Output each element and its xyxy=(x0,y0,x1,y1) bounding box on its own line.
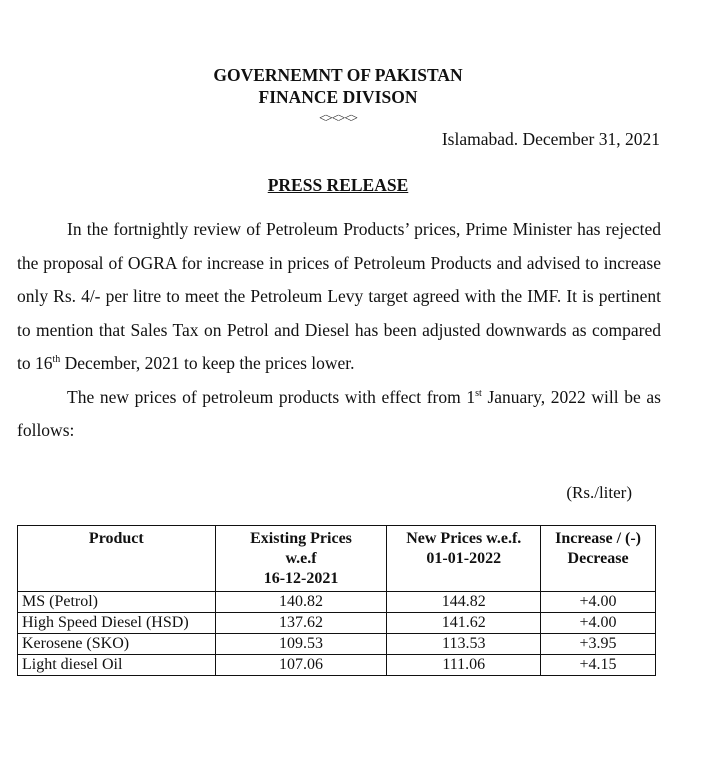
unit-label: (Rs./liter) xyxy=(566,483,632,502)
cell-change: +4.00 xyxy=(541,613,656,634)
price-table xyxy=(17,525,656,676)
paragraph-1-text-a: In the fortnightly review of Petroleum Products’ prices, Prime Minister has rejected the proposal of OGRA for increase in prices of Petroleum Products and advised to increase only Rs. 4/- per litre to meet the Petroleum Levy target agreed with the IMF. It is pertinent to mention that Sales Tax on Petrol and Diesel has been adjusted downwards as compared to 16 xyxy=(17,219,661,373)
dateline: Islamabad. December 31, 2021 xyxy=(441,129,660,149)
cell-product: High Speed Diesel (HSD) xyxy=(18,613,216,634)
cell-change: +4.00 xyxy=(541,592,656,613)
cell-change: +3.95 xyxy=(541,634,656,655)
cell-product: Kerosene (SKO) xyxy=(18,634,216,655)
cell-product: Light diesel Oil xyxy=(18,655,216,676)
letterhead-line-government: GOVERNEMNT OF PAKISTAN xyxy=(213,65,463,85)
cell-change: +4.15 xyxy=(541,655,656,676)
cell-new-price: 111.06 xyxy=(387,655,541,676)
body-text xyxy=(17,213,661,448)
table-row xyxy=(18,592,656,613)
header-existing-prices: Existing Prices w.e.f 16-12-2021 xyxy=(215,526,387,592)
paragraph-2 xyxy=(17,381,661,448)
ornament-divider: <><><> xyxy=(319,110,357,125)
header-new-prices: New Prices w.e.f. 01-01-2022 xyxy=(387,526,541,592)
table-row xyxy=(18,634,656,655)
cell-new-price: 144.82 xyxy=(387,592,541,613)
document-title: PRESS RELEASE xyxy=(267,175,409,195)
cell-existing-price: 109.53 xyxy=(215,634,387,655)
table-row xyxy=(18,613,656,634)
header-product: Product xyxy=(18,526,216,592)
cell-product: MS (Petrol) xyxy=(18,592,216,613)
header-change: Increase / (-) Decrease xyxy=(541,526,656,592)
cell-existing-price: 107.06 xyxy=(215,655,387,676)
letterhead xyxy=(0,64,676,108)
paragraph-2-text-a: The new prices of petroleum products with effect from 1 xyxy=(67,386,476,407)
paragraph-1-superscript: th xyxy=(52,354,61,366)
cell-new-price: 141.62 xyxy=(387,613,541,634)
cell-new-price: 113.53 xyxy=(387,634,541,655)
cell-existing-price: 140.82 xyxy=(215,592,387,613)
cell-existing-price: 137.62 xyxy=(215,613,387,634)
letterhead-line-division: FINANCE DIVISON xyxy=(258,87,418,107)
paragraph-1 xyxy=(17,213,661,381)
paragraph-2-superscript: st xyxy=(475,387,482,399)
paragraph-2-text-b: January, 2022 will be as follows: xyxy=(17,386,661,440)
table-header-row xyxy=(18,526,656,592)
paragraph-1-text-b: December, 2021 to keep the prices lower. xyxy=(60,353,355,373)
table-row xyxy=(18,655,656,676)
